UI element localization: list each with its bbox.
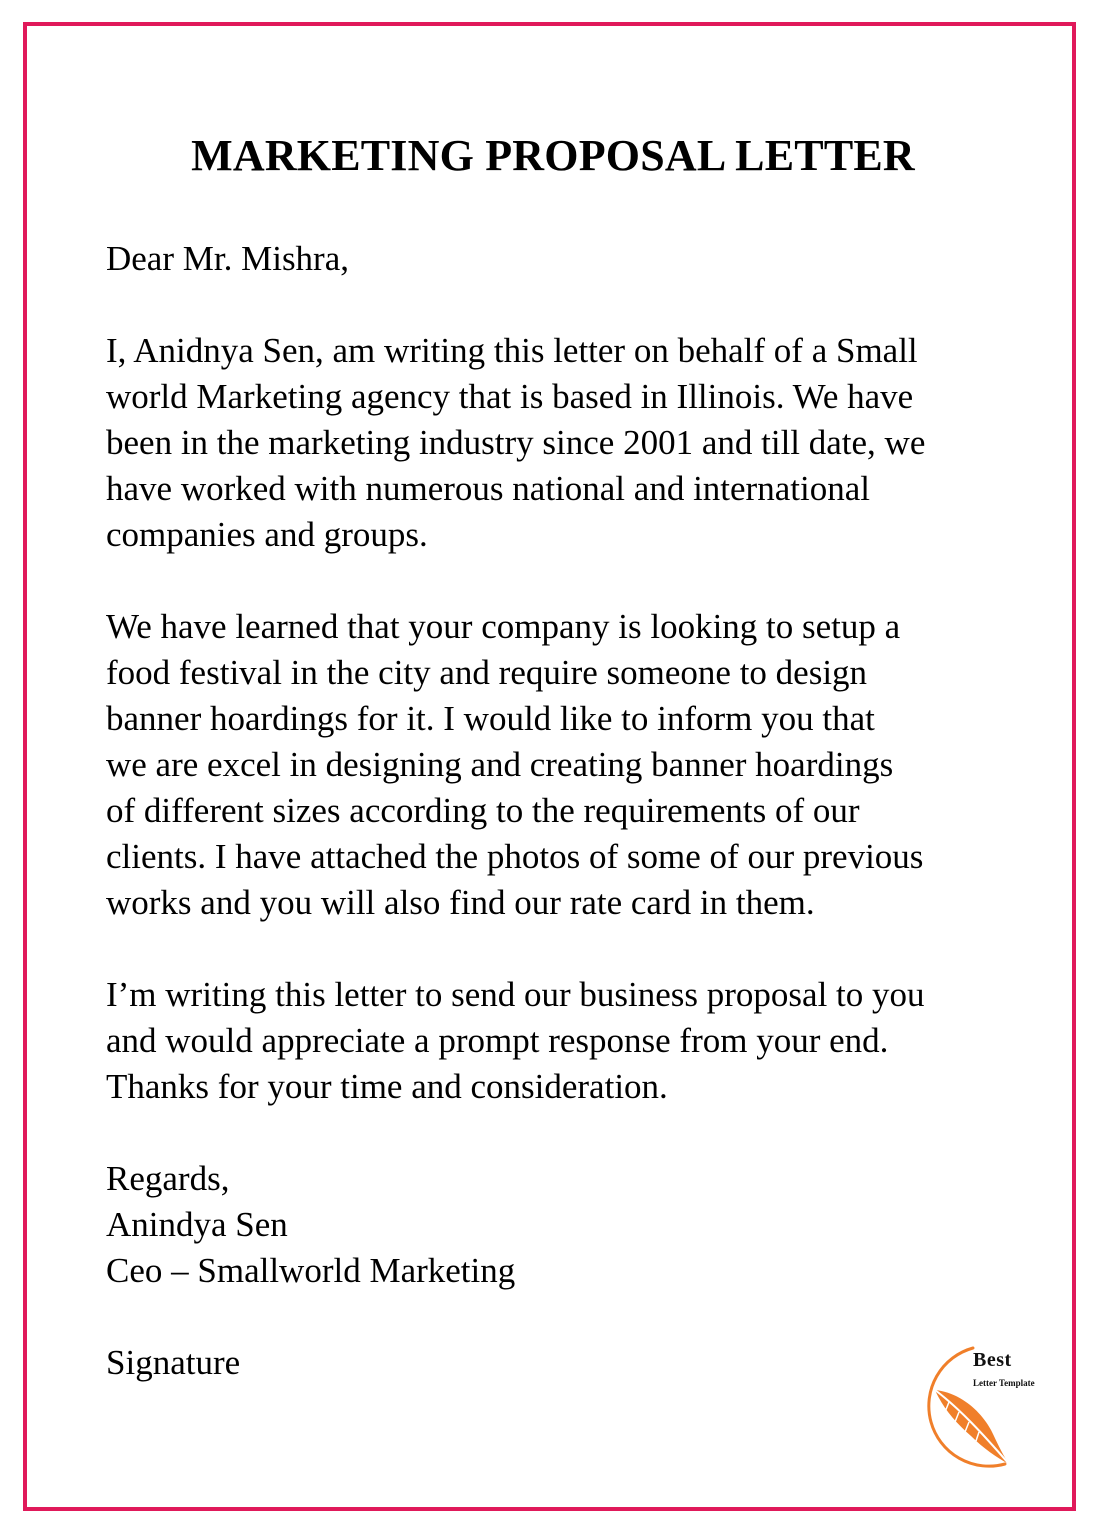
logo-brand-sub: Letter Template bbox=[973, 1378, 1035, 1388]
paragraph-line: clients. I have attached the photos of some of our previous bbox=[106, 837, 924, 876]
letter-body bbox=[106, 236, 1026, 1386]
best-letter-template-logo bbox=[905, 1342, 1065, 1482]
salutation: Dear Mr. Mishra, bbox=[106, 239, 350, 278]
paragraph-3 bbox=[106, 972, 1026, 1110]
paragraph-line: I, Anidnya Sen, am writing this letter on behalf of a Small bbox=[106, 331, 918, 370]
paragraph-2 bbox=[106, 604, 1026, 926]
paragraph-line: food festival in the city and require someone to design bbox=[106, 653, 868, 692]
paragraph-line: I’m writing this letter to send our business proposal to you bbox=[106, 975, 925, 1014]
closing-regards: Regards, bbox=[106, 1159, 230, 1198]
paragraph-line: and would appreciate a prompt response from your end. bbox=[106, 1021, 889, 1060]
closing-block bbox=[106, 1156, 1026, 1294]
letter-title: MARKETING PROPOSAL LETTER bbox=[191, 131, 915, 180]
sender-position: Ceo – Smallworld Marketing bbox=[106, 1251, 516, 1290]
paragraph-line: of different sizes according to the requirements of our bbox=[106, 791, 860, 830]
logo-brand-main: Best bbox=[973, 1349, 1012, 1371]
paragraph-line: Thanks for your time and consideration. bbox=[106, 1067, 668, 1106]
paragraph-1 bbox=[106, 328, 1026, 558]
sender-name: Anindya Sen bbox=[106, 1205, 288, 1244]
paragraph-line: been in the marketing industry since 2001 and till date, we bbox=[106, 423, 926, 462]
paragraph-line: world Marketing agency that is based in Illinois. We have bbox=[106, 377, 914, 416]
paragraph-line: banner hoardings for it. I would like to inform you that bbox=[106, 699, 875, 738]
paragraph-line: We have learned that your company is looking to setup a bbox=[106, 607, 901, 646]
paragraph-line: works and you will also find our rate card in them. bbox=[106, 883, 815, 922]
signature-line: Signature bbox=[106, 1343, 241, 1382]
paragraph-line: companies and groups. bbox=[106, 515, 428, 554]
paragraph-line: have worked with numerous national and international bbox=[106, 469, 870, 508]
paragraph-line: we are excel in designing and creating banner hoardings bbox=[106, 745, 894, 784]
